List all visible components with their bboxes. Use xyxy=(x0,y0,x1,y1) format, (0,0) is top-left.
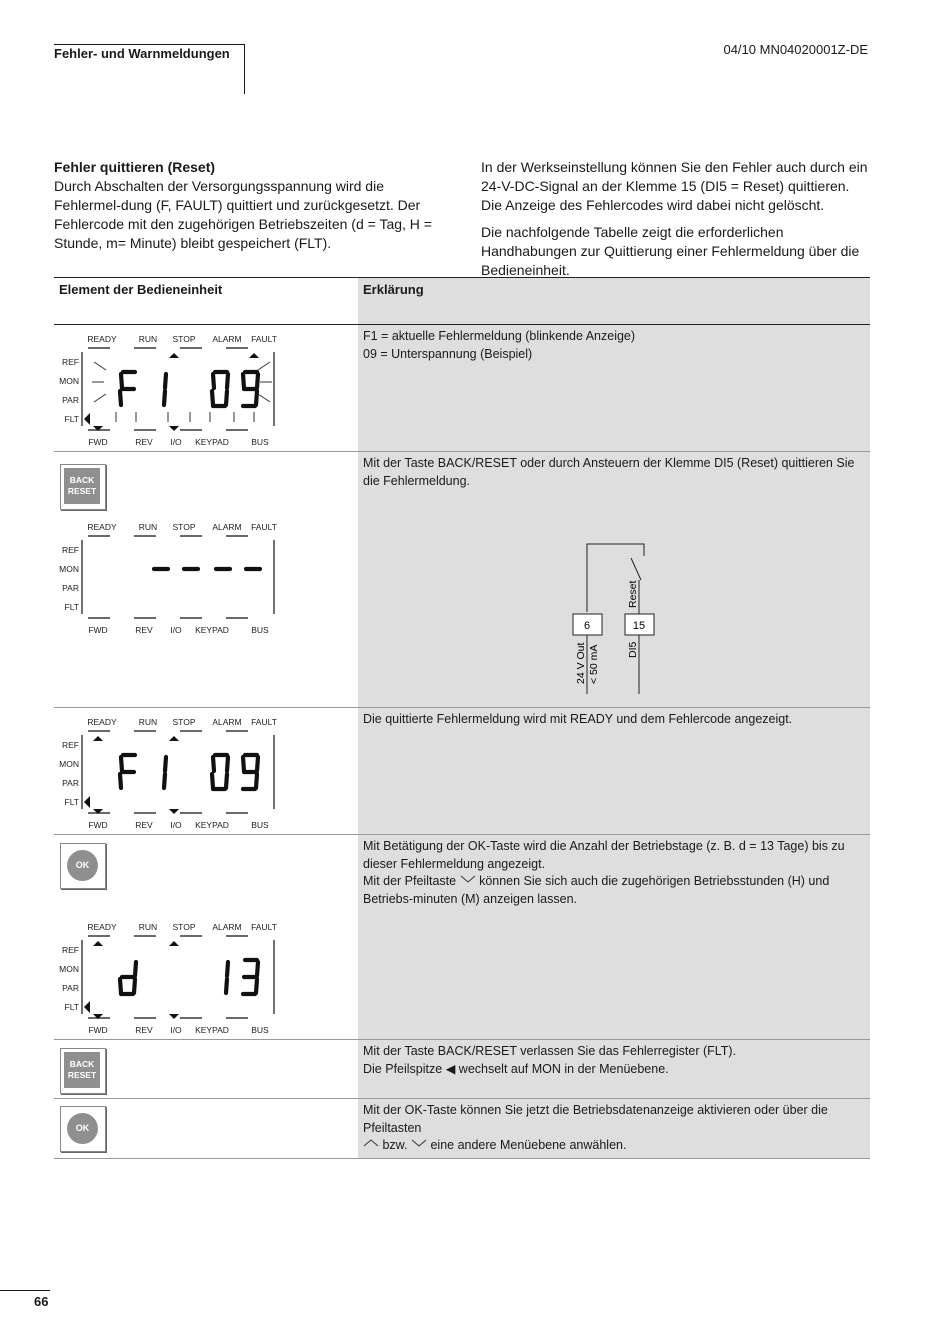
back-label: BACK xyxy=(69,475,95,485)
svg-text:STOP: STOP xyxy=(172,522,196,532)
row-text-b: bzw. xyxy=(382,1138,408,1152)
table-row xyxy=(54,1040,870,1099)
svg-text:RUN: RUN xyxy=(138,717,158,727)
svg-text:FWD: FWD xyxy=(88,820,108,830)
intro-right xyxy=(481,158,873,288)
row-text-b: können Sie sich auch die zugehörigen Betriebsstunden (H) und Betriebs-minuten (M) anzeigen lassen. xyxy=(363,874,830,906)
svg-text:REV: REV xyxy=(135,437,153,447)
svg-text:FAULT: FAULT xyxy=(251,522,277,532)
svg-text:BUS: BUS xyxy=(251,1025,269,1035)
intro-left xyxy=(54,158,444,261)
lcd-display xyxy=(58,518,288,642)
svg-text:REF: REF xyxy=(62,740,79,750)
svg-text:STOP: STOP xyxy=(172,922,196,932)
page-number: 66 xyxy=(34,1294,49,1309)
section-title: Fehler- und Warnmeldungen xyxy=(54,46,230,61)
svg-text:RUN: RUN xyxy=(138,334,158,344)
svg-text:BUS: BUS xyxy=(251,625,269,635)
svg-text:KEYPAD: KEYPAD xyxy=(195,437,229,447)
lcd-display xyxy=(58,918,288,1042)
svg-text:ALARM: ALARM xyxy=(212,522,242,532)
document-id: 04/10 MN04020001Z-DE xyxy=(723,42,868,57)
row-text-2 xyxy=(363,1137,865,1155)
row-text-a: Die Pfeilspitze xyxy=(363,1061,443,1076)
svg-text:FLT: FLT xyxy=(64,797,79,807)
svg-text:FLT: FLT xyxy=(64,602,79,612)
reset-label: RESET xyxy=(67,1070,97,1080)
svg-text:MON: MON xyxy=(59,564,79,574)
intro-left-text: Durch Abschalten der Versorgungsspannung wird die Fehlermel-dung (F, FAULT) quittiert und zurückgesetzt. Der Fehlercode mit den zugehörigen Betriebszeiten (d = Tag, H = Stunde, m= Minute) bleibt gespeichert (FLT). xyxy=(54,178,432,251)
svg-text:I/O: I/O xyxy=(170,1025,182,1035)
svg-text:RUN: RUN xyxy=(138,922,158,932)
table-row xyxy=(54,452,870,708)
col-header-explanation: Erklärung xyxy=(358,278,870,325)
row-text: Mit Betätigung der OK-Taste wird die Anzahl der Betriebstage (z. B. d = 13 Tage) bis zu dieser Fehlermeldung angezeigt. xyxy=(363,839,845,871)
svg-text:PAR: PAR xyxy=(62,583,79,593)
arrow-up-icon xyxy=(363,1138,379,1148)
svg-text:REV: REV xyxy=(135,820,153,830)
svg-text:FAULT: FAULT xyxy=(251,334,277,344)
arrow-down-icon xyxy=(460,874,476,884)
svg-text:KEYPAD: KEYPAD xyxy=(195,1025,229,1035)
svg-text:MON: MON xyxy=(59,964,79,974)
svg-text:I/O: I/O xyxy=(170,820,182,830)
label-24v-out: 24 V Out xyxy=(575,642,587,684)
svg-text:I/O: I/O xyxy=(170,437,182,447)
svg-text:FLT: FLT xyxy=(64,414,79,424)
terminal-6: 6 xyxy=(583,620,591,632)
header-divider xyxy=(244,44,245,94)
wiring-diagram xyxy=(553,542,673,702)
label-di5: DI5 xyxy=(627,641,639,658)
reset-label: RESET xyxy=(67,486,97,496)
table-row xyxy=(54,1099,870,1159)
ok-label: OK xyxy=(67,1113,98,1144)
row-text-2 xyxy=(363,1061,865,1079)
row-text: Mit der OK-Taste können Sie jetzt die Betriebsdatenanzeige aktivieren oder über die Pfeiltasten xyxy=(363,1103,828,1135)
table-row xyxy=(54,708,870,835)
svg-text:BUS: BUS xyxy=(251,820,269,830)
svg-text:REF: REF xyxy=(62,357,79,367)
row-text: Mit der Taste BACK/RESET oder durch Ansteuern der Klemme DI5 (Reset) quittieren Sie die Fehlermeldung. xyxy=(363,456,855,488)
svg-text:STOP: STOP xyxy=(172,717,196,727)
svg-text:FWD: FWD xyxy=(88,1025,108,1035)
row-text-c: eine andere Menüebene anwählen. xyxy=(430,1138,627,1152)
svg-text:REV: REV xyxy=(135,1025,153,1035)
svg-text:PAR: PAR xyxy=(62,778,79,788)
svg-text:BUS: BUS xyxy=(251,437,269,447)
row-text: 09 = Unterspannung (Beispiel) xyxy=(363,346,533,361)
svg-text:I/O: I/O xyxy=(170,625,182,635)
row-text-2 xyxy=(363,873,865,908)
svg-text:READY: READY xyxy=(87,334,117,344)
col-header-element: Element der Bedieneinheit xyxy=(54,278,358,325)
svg-text:MON: MON xyxy=(59,759,79,769)
svg-text:ALARM: ALARM xyxy=(212,922,242,932)
table-row xyxy=(54,325,870,452)
table-row xyxy=(54,835,870,1040)
svg-text:READY: READY xyxy=(87,922,117,932)
intro-right-p1: In der Werkseinstellung können Sie den Fehler auch durch ein 24-V-DC-Signal an der Klemme 15 (DI5 = Reset) quittieren. Die Anzeige des Fehlercodes wird dabei nicht gelöscht. xyxy=(481,159,868,213)
terminal-15: 15 xyxy=(632,620,646,632)
ok-button[interactable] xyxy=(60,843,106,889)
row-text: Mit der Taste BACK/RESET verlassen Sie das Fehlerregister (FLT). xyxy=(363,1044,737,1058)
svg-text:STOP: STOP xyxy=(172,334,196,344)
svg-text:READY: READY xyxy=(87,717,117,727)
svg-text:REF: REF xyxy=(62,945,79,955)
svg-text:KEYPAD: KEYPAD xyxy=(195,820,229,830)
svg-text:ALARM: ALARM xyxy=(212,717,242,727)
svg-text:FWD: FWD xyxy=(88,625,108,635)
lcd-display xyxy=(58,330,288,454)
row-text: Die quittierte Fehlermeldung wird mit READY und dem Fehlercode angezeigt. xyxy=(363,712,793,726)
arrow-down-icon xyxy=(411,1138,427,1148)
row-text-a: Mit der Pfeiltaste xyxy=(363,874,457,888)
ok-label: OK xyxy=(67,850,98,881)
back-label: BACK xyxy=(69,1059,95,1069)
svg-text:REV: REV xyxy=(135,625,153,635)
intro-right-p2: Die nachfolgende Tabelle zeigt die erforderlichen Handhabungen zur Quittierung einer Fehlermeldung über die Bedieneinheit. xyxy=(481,224,860,278)
back-reset-button[interactable] xyxy=(60,1048,106,1094)
svg-text:READY: READY xyxy=(87,522,117,532)
footer-rule xyxy=(0,1290,50,1291)
row-text: F1 = aktuelle Fehlermeldung (blinkende Anzeige) xyxy=(363,329,636,343)
operation-table xyxy=(54,277,870,1159)
svg-text:FAULT: FAULT xyxy=(251,922,277,932)
svg-text:PAR: PAR xyxy=(62,395,79,405)
ok-button[interactable] xyxy=(60,1106,106,1152)
row-text-b: wechselt auf MON in der Menüebene. xyxy=(458,1061,669,1076)
svg-text:REF: REF xyxy=(62,545,79,555)
svg-text:MON: MON xyxy=(59,376,79,386)
label-50ma: < 50 mA xyxy=(588,644,600,684)
svg-text:FLT: FLT xyxy=(64,1002,79,1012)
lcd-display xyxy=(58,713,288,837)
svg-text:FAULT: FAULT xyxy=(251,717,277,727)
back-reset-button[interactable] xyxy=(60,464,106,510)
svg-text:KEYPAD: KEYPAD xyxy=(195,625,229,635)
svg-text:ALARM: ALARM xyxy=(212,334,242,344)
intro-heading: Fehler quittieren (Reset) xyxy=(54,159,216,175)
header-rule xyxy=(54,44,245,45)
triangle-left-icon: ◀ xyxy=(445,1061,456,1076)
svg-text:RUN: RUN xyxy=(138,522,158,532)
label-reset: Reset xyxy=(627,580,639,608)
svg-text:FWD: FWD xyxy=(88,437,108,447)
svg-text:PAR: PAR xyxy=(62,983,79,993)
